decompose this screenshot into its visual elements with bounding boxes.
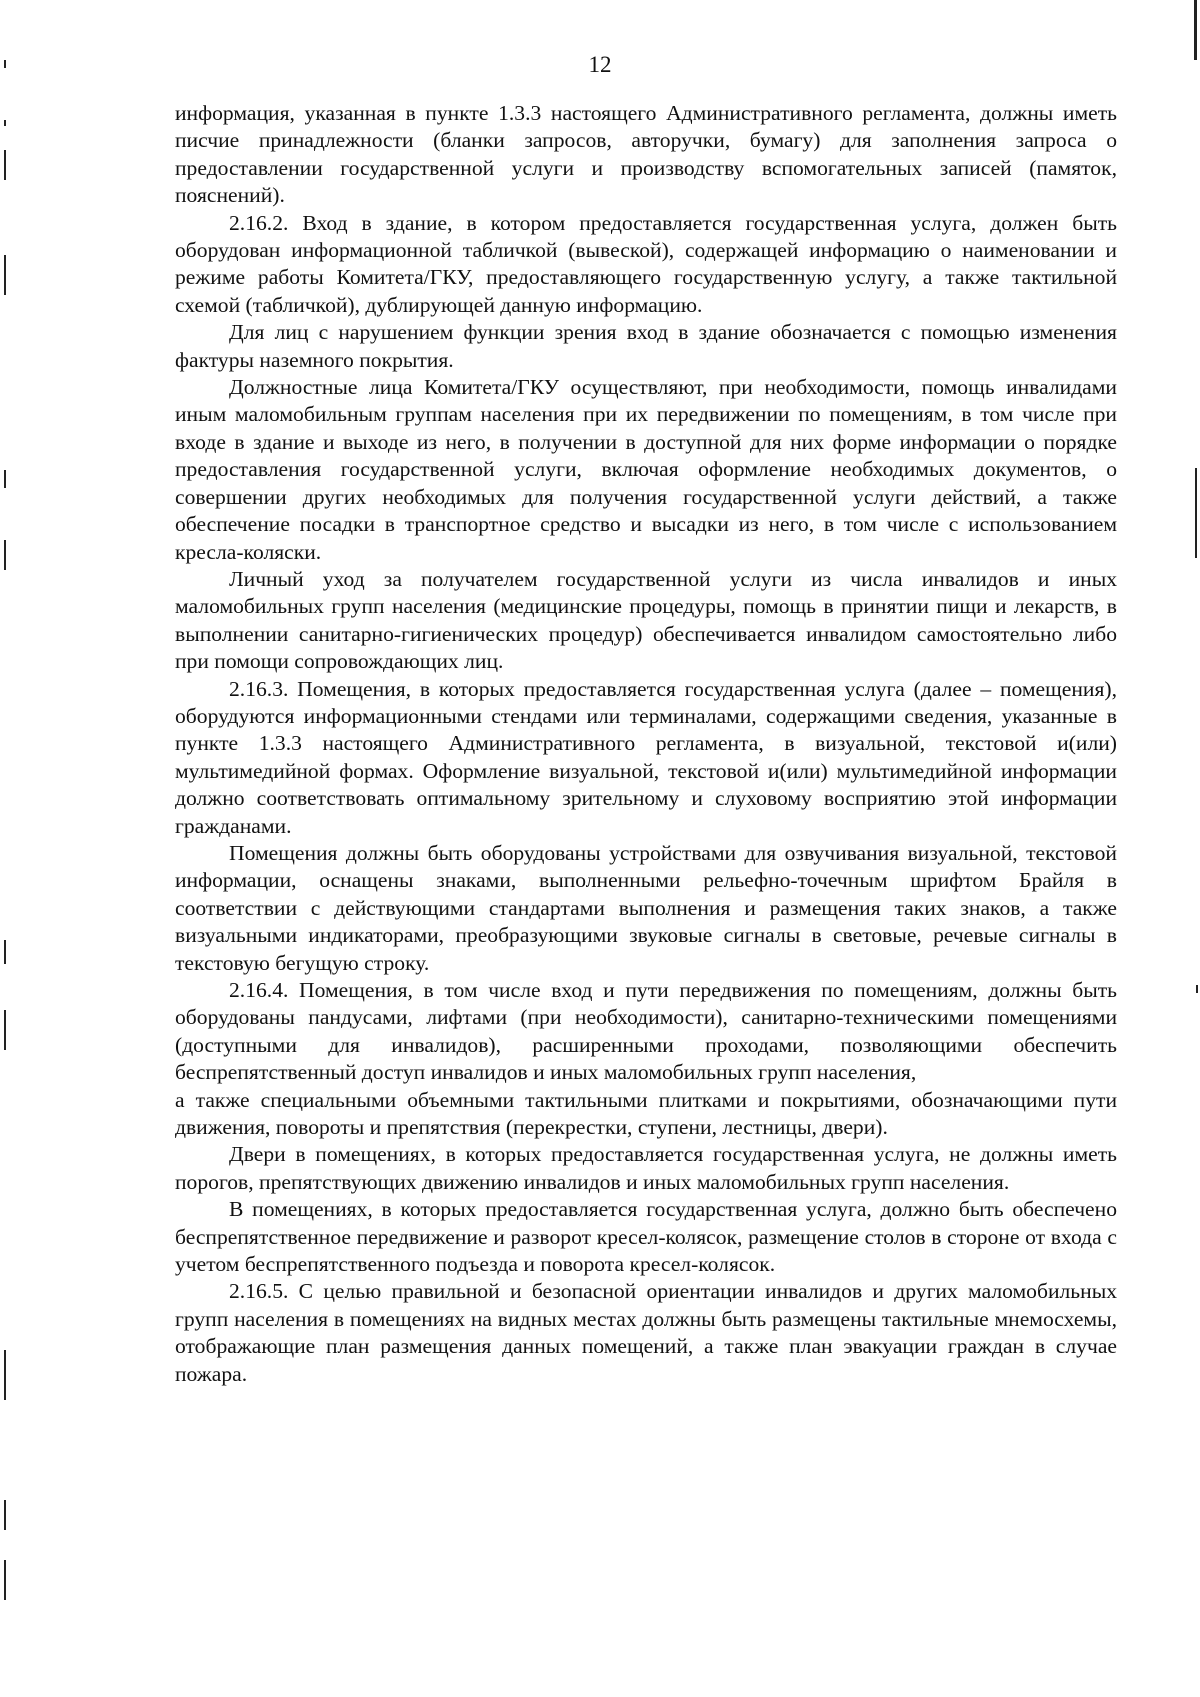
scan-edge-mark (4, 470, 6, 488)
scan-edge-mark (4, 120, 6, 126)
scan-edge-mark (4, 150, 6, 180)
scan-edge-mark (4, 540, 6, 570)
scan-edge-mark (1196, 985, 1198, 993)
paragraph-doors: Двери в помещениях, в которых предоставляется государственная услуга, не должны иметь порогов, препятствующих движению инвалидов и иных маломобильных групп населения. (175, 1142, 1117, 1194)
scan-edge-mark (4, 1560, 6, 1600)
paragraph-2-16-5: 2.16.5. С целью правильной и безопасной ориентации инвалидов и других маломобильных групп населения в помещениях на видных местах должны быть размещены тактильные мнемосхемы, отображающие план размещения данных помещений, а также план эвакуации граждан в случае пожара. (175, 1279, 1117, 1386)
scan-edge-mark (4, 1010, 6, 1050)
document-body (175, 100, 1117, 1388)
scan-edge-mark (4, 60, 6, 68)
paragraph-2-16-2: 2.16.2. Вход в здание, в котором предоставляется государственная услуга, должен быть оборудован информационной табличкой (вывеской), содержащей информацию о наименовании и режиме работы Комитета/ГКУ, предоставляющего государственную услугу, а также тактильной схемой (табличкой), дублирующей данную информацию. (175, 210, 1117, 317)
scan-edge-mark (4, 940, 6, 964)
scan-edge-mark (4, 255, 6, 295)
scan-edge-mark (1194, 0, 1197, 60)
paragraph-braille-equipment: Помещения должны быть оборудованы устройствами для озвучивания визуальной, текстовой информации, оснащены знаками, выполненными рельефно-точечным шрифтом Брайля в соответствии с действующими стандартами выполнения и размещения таких знаков, а также визуальными индикаторами, преобразующими звуковые сигналы в световые, речевые сигналы в текстовую бегущую строку. (175, 840, 1117, 975)
paragraph-continuation: информация, указанная в пункте 1.3.3 настоящего Административного регламента, должны иметь писчие принадлежности (бланки запросов, авторучки, бумагу) для заполнения запроса о предоставлении государственной услуги и производству вспомогательных записей (памяток, пояснений). (175, 101, 1117, 208)
paragraph-tactile-tiles: а также специальными объемными тактильными плитками и покрытиями, обозначающими пути движения, повороты и препятствия (перекрестки, ступени, лестницы, двери). (175, 1087, 1117, 1140)
page-number: 12 (588, 52, 612, 77)
scan-edge-mark (4, 1350, 6, 1400)
scan-edge-mark (4, 1500, 6, 1530)
paragraph-wheelchair-movement: В помещениях, в которых предоставляется государственная услуга, должно быть обеспечено беспрепятственное передвижение и разворот кресел-колясок, размещение столов в стороне от входа с учетом беспрепятственного подъезда и поворота кресел-колясок. (175, 1197, 1117, 1277)
paragraph-2-16-3: 2.16.3. Помещения, в которых предоставляется государственная услуга (далее – помещения), оборудуются информационными стендами или терминалами, содержащими сведения, указанные в пункте 1.3.3 настоящего Административного регламента, в визуальной, текстовой и(или) мультимедийной формах. Оформление визуальной, текстовой и(или) мультимедийной информации должно соответствовать оптимальному зрительному и слуховому восприятию этой информации гражданами. (175, 676, 1117, 838)
scan-edge-mark (1195, 468, 1197, 558)
paragraph-vision-impaired-entry: Для лиц с нарушением функции зрения вход в здание обозначается с помощью изменения фактуры наземного покрытия. (175, 320, 1117, 372)
paragraph-2-16-4: 2.16.4. Помещения, в том числе вход и пути передвижения по помещениям, должны быть оборудованы пандусами, лифтами (при необходимости), санитарно-техническими помещениями (доступными для инвалидов), расширенными проходами, позволяющими обеспечить беспрепятственный доступ инвалидов и иных маломобильных групп населения, (175, 978, 1117, 1085)
paragraph-personal-care: Личный уход за получателем государственной услуги из числа инвалидов и иных маломобильных групп населения (медицинские процедуры, помощь в принятии пищи и лекарств, в выполнении санитарно-гигиенических процедур) обеспечивается инвалидом самостоятельно либо при помощи сопровождающих лиц. (175, 566, 1117, 674)
paragraph-officials-assistance: Должностные лица Комитета/ГКУ осуществляют, при необходимости, помощь инвалидами иным маломобильным группам населения при их передвижении по помещениям, в том числе при входе в здание и выходе из него, в получении в доступной для них форме информации о порядке предоставления государственной услуги, включая оформление необходимых документов, о совершении других необходимых для получения государственной услуги действий, а также обеспечение посадки в транспортное средство и высадки из него, в том числе с использованием кресла-коляски. (175, 375, 1117, 564)
